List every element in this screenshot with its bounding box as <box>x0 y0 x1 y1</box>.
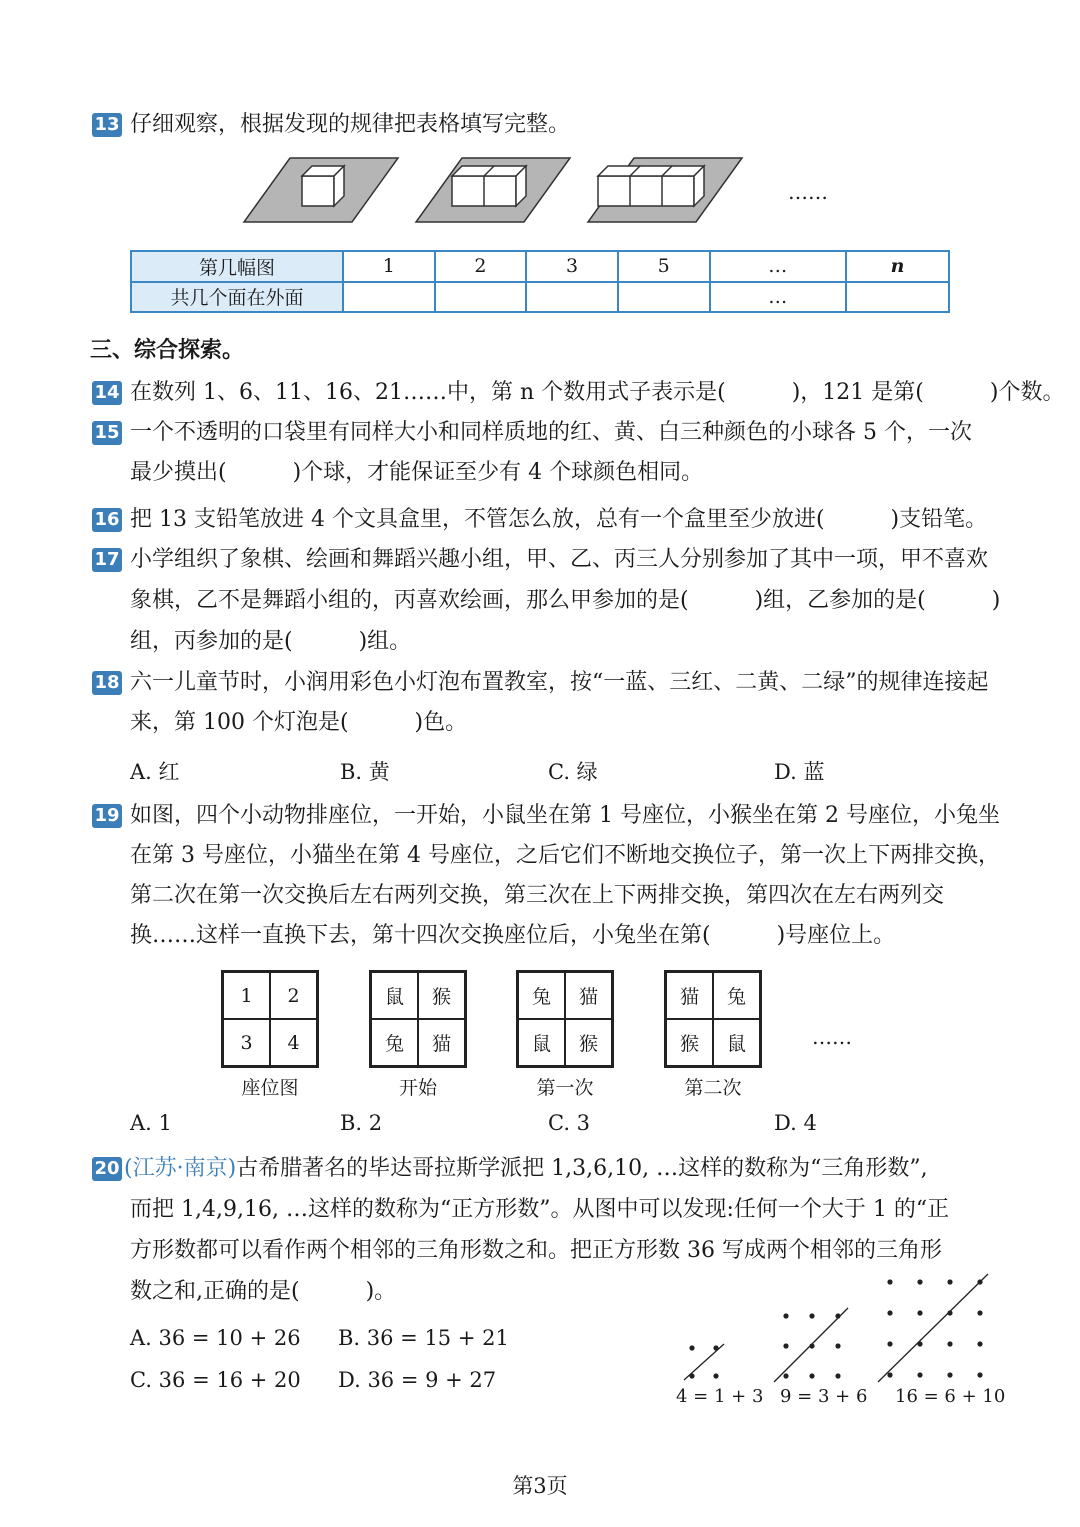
table-row <box>131 251 949 282</box>
question-number-17: 17 <box>92 548 122 572</box>
question-number-14: 14 <box>92 381 122 405</box>
table-header-cell: 共几个面在外面 <box>131 282 343 313</box>
figure-3-three-cubes <box>588 158 742 222</box>
table-cell: 1 <box>343 251 435 282</box>
q20-line-1-text: 古希腊著名的毕达哥拉斯学派把 1,3,6,10, …这样的数称为“三角形数”, <box>236 1156 928 1181</box>
question-number-19: 19 <box>92 804 122 828</box>
q18-option-c[interactable]: C. 绿 <box>548 760 598 784</box>
q15-line-1: 一个不透明的口袋里有同样大小和同样质地的红、黄、白三种颜色的小球各 5 个，一次 <box>130 420 972 445</box>
q20-option-d[interactable]: D. 36 = 9 + 27 <box>338 1368 497 1392</box>
dot-caption-2: 9 = 3 + 6 <box>780 1386 868 1407</box>
q19-line-4: 换……这样一直换下去，第十四次交换座位后，小兔坐在第( )号座位上。 <box>130 923 896 948</box>
table-row <box>131 282 949 313</box>
q13-table <box>130 250 950 313</box>
dot-caption-1: 4 = 1 + 3 <box>676 1386 764 1407</box>
seat-grid-caption: 第一次 <box>536 1077 594 1099</box>
dots-4x4 <box>878 1274 988 1382</box>
q20-option-a[interactable]: A. 36 = 10 + 26 <box>130 1326 301 1350</box>
q19-option-b[interactable]: B. 2 <box>340 1111 383 1135</box>
dots-3x3 <box>774 1308 848 1382</box>
q19-option-a[interactable]: A. 1 <box>130 1111 172 1135</box>
seat-cell: 4 <box>270 1019 317 1066</box>
q15-line-2: 最少摸出( )个球，才能保证至少有 4 个球颜色相同。 <box>130 460 704 485</box>
seat-grid-caption: 第二次 <box>684 1077 742 1099</box>
q14-text: 在数列 1、6、11、16、21……中，第 n 个数用式子表示是( )，121 是第( )个数。 <box>130 380 1065 405</box>
q18-option-d[interactable]: D. 蓝 <box>774 760 825 784</box>
q18-line-1: 六一儿童节时，小润用彩色小灯泡布置教室，按“一蓝、三红、二黄、二绿”的规律连接起 <box>130 670 989 695</box>
seat-cell: 鼠 <box>518 1019 565 1066</box>
table-cell: … <box>710 251 847 282</box>
figure-2-two-cubes <box>416 158 570 222</box>
seat-cell: 兔 <box>713 972 760 1019</box>
q13-text: 仔细观察，根据发现的规律把表格填写完整。 <box>130 112 571 137</box>
q13-ellipsis: …… <box>788 180 828 204</box>
dot-caption-3: 16 = 6 + 10 <box>895 1386 1006 1407</box>
seat-cell: 鼠 <box>713 1019 760 1066</box>
seat-cell: 鼠 <box>371 972 418 1019</box>
q19-option-d[interactable]: D. 4 <box>774 1111 817 1135</box>
table-cell: 3 <box>526 251 618 282</box>
q18-line-2: 来，第 100 个灯泡是( )色。 <box>130 710 468 735</box>
seat-cell: 猫 <box>666 972 713 1019</box>
q19-line-2: 在第 3 号座位，小猫坐在第 4 号座位，之后它们不断地交换位子，第一次上下两排交换， <box>130 843 1000 868</box>
seat-grid-second-swap <box>664 970 762 1068</box>
question-number-15: 15 <box>92 421 122 445</box>
table-cell: n <box>846 251 949 282</box>
figure-1-one-cube <box>244 158 398 222</box>
q16-text: 把 13 支铅笔放进 4 个文具盒里，不管怎么放，总有一个盒里至少放进( )支铅笔。 <box>130 507 988 532</box>
answer-cell[interactable] <box>846 282 949 313</box>
q20-option-b[interactable]: B. 36 = 15 + 21 <box>338 1326 509 1350</box>
seat-cell: 猴 <box>418 972 465 1019</box>
q17-line-1: 小学组织了象棋、绘画和舞蹈兴趣小组，甲、乙、丙三人分别参加了其中一项，甲不喜欢 <box>130 547 989 572</box>
seat-cell: 猫 <box>565 972 612 1019</box>
q19-ellipsis: …… <box>812 1025 852 1049</box>
q17-line-3: 组，丙参加的是( )组。 <box>130 629 412 654</box>
question-number-20: 20 <box>92 1157 122 1181</box>
answer-cell[interactable] <box>618 282 710 313</box>
seat-cell: 兔 <box>518 972 565 1019</box>
seat-cell: 猴 <box>666 1019 713 1066</box>
q18-option-b[interactable]: B. 黄 <box>340 760 390 784</box>
q19-option-c[interactable]: C. 3 <box>548 1111 591 1135</box>
seat-cell: 猴 <box>565 1019 612 1066</box>
q20-line-1 <box>124 1154 928 1184</box>
q20-line-3: 方形数都可以看作两个相邻的三角形数之和。把正方形数 36 写成两个相邻的三角形 <box>130 1238 942 1263</box>
seat-grid-first-swap <box>516 970 614 1068</box>
question-number-13: 13 <box>92 113 122 137</box>
answer-cell[interactable] <box>526 282 618 313</box>
seat-cell: 兔 <box>371 1019 418 1066</box>
q20-option-c[interactable]: C. 36 = 16 + 20 <box>130 1368 301 1392</box>
page-number: 第3页 <box>512 1474 568 1498</box>
cube-figures <box>240 150 760 230</box>
question-number-18: 18 <box>92 671 122 695</box>
seat-grid-map <box>221 970 319 1068</box>
table-cell: 5 <box>618 251 710 282</box>
q20-region-tag: (江苏·南京) <box>124 1156 237 1181</box>
question-number-16: 16 <box>92 508 122 532</box>
dots-2x2 <box>684 1344 724 1380</box>
q19-line-1: 如图，四个小动物排座位，一开始，小鼠坐在第 1 号座位，小猴坐在第 2 号座位，小兔坐 <box>130 803 1000 828</box>
answer-cell[interactable] <box>343 282 435 313</box>
q20-line-2: 而把 1,4,9,16, …这样的数称为“正方形数”。从图中可以发现:任何一个大于 1 的“正 <box>130 1197 950 1222</box>
section-heading: 三、综合探索。 <box>90 338 245 363</box>
seat-grid-start <box>369 970 467 1068</box>
q17-line-2: 象棋，乙不是舞蹈小组的，丙喜欢绘画，那么甲参加的是( )组，乙参加的是( ) <box>130 588 1001 613</box>
table-cell: … <box>710 282 847 313</box>
q19-line-3: 第二次在第一次交换后左右两列交换，第三次在上下两排交换，第四次在左右两列交 <box>130 883 945 908</box>
seat-grid-caption: 开始 <box>398 1077 437 1099</box>
seat-cell: 3 <box>223 1019 270 1066</box>
table-header-cell: 第几幅图 <box>131 251 343 282</box>
table-cell: 2 <box>435 251 527 282</box>
seat-cell: 1 <box>223 972 270 1019</box>
seat-grid-caption: 座位图 <box>241 1077 299 1099</box>
answer-cell[interactable] <box>435 282 527 313</box>
q18-option-a[interactable]: A. 红 <box>130 760 180 784</box>
seat-cell: 猫 <box>418 1019 465 1066</box>
seat-cell: 2 <box>270 972 317 1019</box>
q20-line-4: 数之和,正确的是( )。 <box>130 1279 397 1304</box>
